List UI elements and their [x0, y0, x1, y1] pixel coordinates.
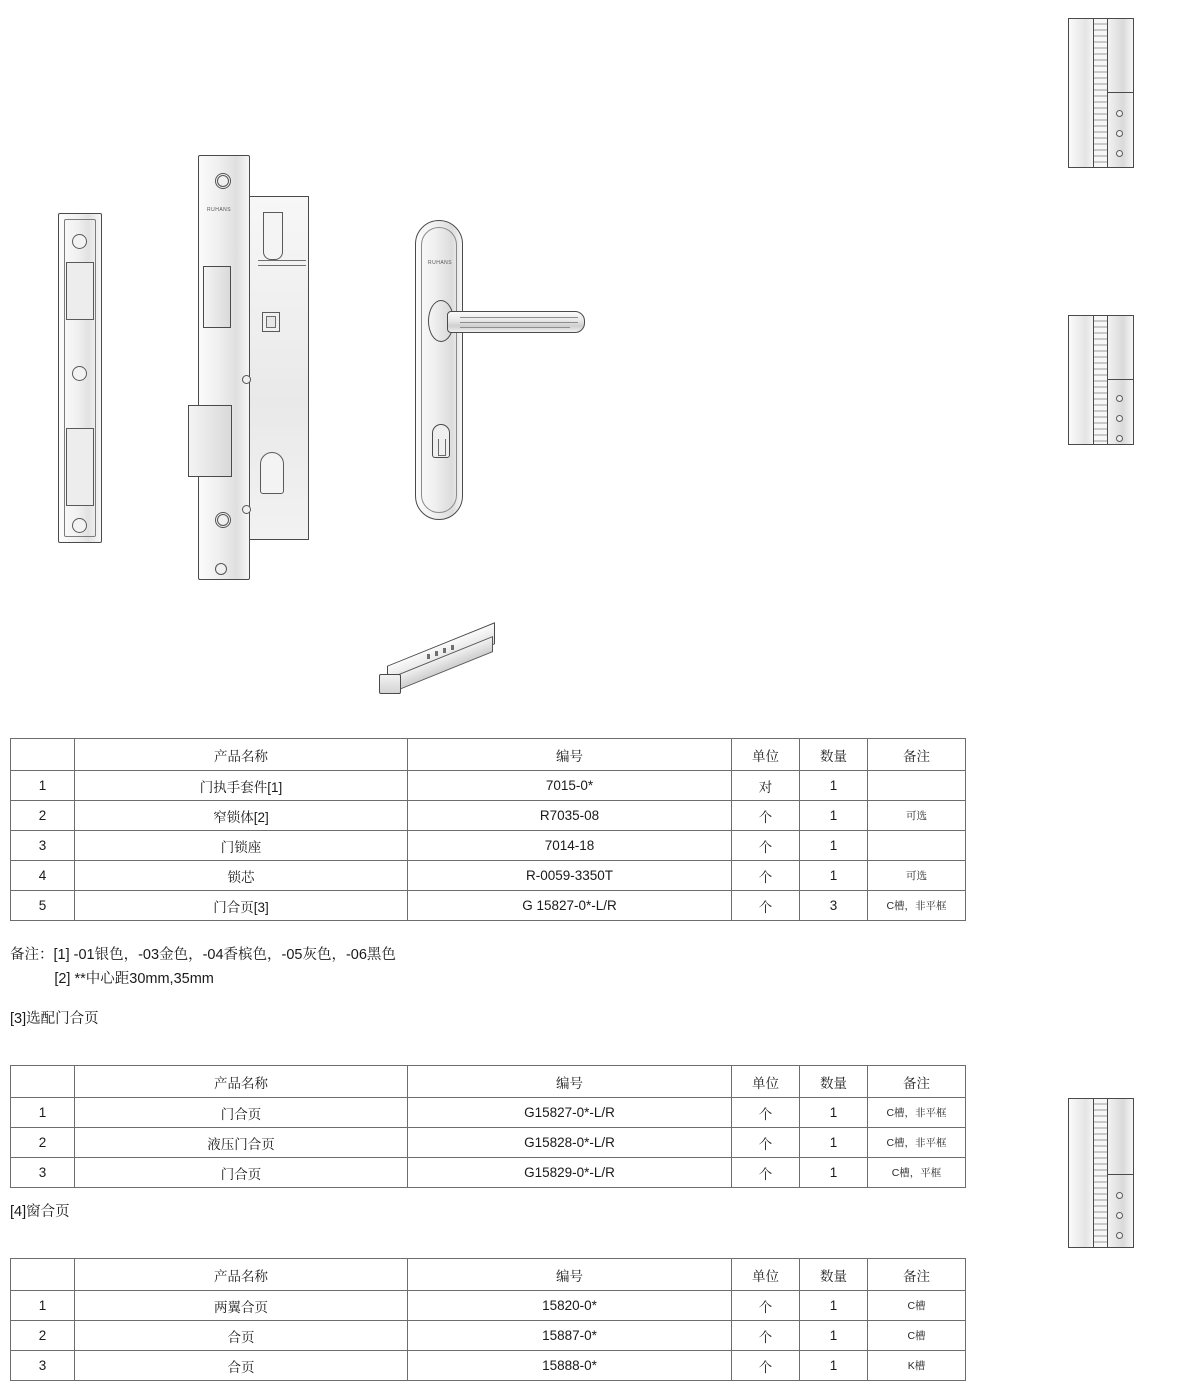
table-header-row	[11, 1259, 966, 1291]
table-row	[11, 1098, 966, 1128]
cell-unit: 对	[732, 771, 800, 801]
cell-product-name: 合页	[75, 1351, 408, 1381]
cell-product-name: 门合页[3]	[75, 891, 408, 921]
cell-index: 2	[11, 1321, 75, 1351]
table-header-row	[11, 1066, 966, 1098]
cell-qty: 1	[800, 1291, 868, 1321]
cell-code: 7015-0*	[408, 771, 732, 801]
main-spec-table-wrap	[10, 738, 966, 921]
table-row	[11, 891, 966, 921]
cell-note: 可选	[868, 861, 966, 891]
door-hinge-illustration-1	[1068, 18, 1134, 168]
header-product-name: 产品名称	[75, 1066, 408, 1098]
cell-note: C槽，非平框	[868, 891, 966, 921]
cell-qty: 1	[800, 771, 868, 801]
cell-index: 1	[11, 1291, 75, 1321]
cell-unit: 个	[732, 861, 800, 891]
cell-unit: 个	[732, 1098, 800, 1128]
header-code: 编号	[408, 739, 732, 771]
cell-code: G15829-0*-L/R	[408, 1158, 732, 1188]
cell-note: C槽，平框	[868, 1158, 966, 1188]
header-index	[11, 739, 75, 771]
cell-product-name: 两翼合页	[75, 1291, 408, 1321]
cell-unit: 个	[732, 1351, 800, 1381]
cell-code: 15888-0*	[408, 1351, 732, 1381]
cell-product-name: 合页	[75, 1321, 408, 1351]
cell-qty: 1	[800, 1351, 868, 1381]
cell-index: 3	[11, 831, 75, 861]
cell-product-name: 门锁座	[75, 831, 408, 861]
cell-qty: 3	[800, 891, 868, 921]
cell-note: C槽	[868, 1291, 966, 1321]
cell-qty: 1	[800, 1321, 868, 1351]
cell-code: R7035-08	[408, 801, 732, 831]
door-hinge-illustration-3	[1068, 1098, 1134, 1248]
window-hinge-table	[10, 1258, 966, 1381]
cell-index: 5	[11, 891, 75, 921]
remark-line-1: 备注：[1] -01银色，-03金色，-04香槟色，-05灰色，-06黑色	[10, 947, 396, 963]
cell-code: G15827-0*-L/R	[408, 1098, 732, 1128]
table-row	[11, 1351, 966, 1381]
cell-note	[868, 831, 966, 861]
table-row	[11, 1321, 966, 1351]
table-row	[11, 1158, 966, 1188]
cell-unit: 个	[732, 1321, 800, 1351]
cell-code: 15820-0*	[408, 1291, 732, 1321]
header-index	[11, 1066, 75, 1098]
cell-code: G15828-0*-L/R	[408, 1128, 732, 1158]
brand-mark: RUHANS	[207, 207, 232, 213]
cell-index: 4	[11, 861, 75, 891]
cell-index: 1	[11, 1098, 75, 1128]
table-row	[11, 801, 966, 831]
cell-unit: 个	[732, 891, 800, 921]
cell-code: 7014-18	[408, 831, 732, 861]
table-row	[11, 1128, 966, 1158]
header-note: 备注	[868, 1259, 966, 1291]
header-qty: 数量	[800, 739, 868, 771]
table-header-row	[11, 739, 966, 771]
section-label-window-hinge: [4]窗合页	[10, 1204, 70, 1220]
table-row	[11, 1291, 966, 1321]
cell-qty: 1	[800, 1158, 868, 1188]
cell-note: 可选	[868, 801, 966, 831]
header-product-name: 产品名称	[75, 739, 408, 771]
cell-index: 1	[11, 771, 75, 801]
header-unit: 单位	[732, 739, 800, 771]
cell-qty: 1	[800, 1098, 868, 1128]
cell-product-name: 门合页	[75, 1098, 408, 1128]
cell-product-name: 锁芯	[75, 861, 408, 891]
cell-product-name: 门执手套件[1]	[75, 771, 408, 801]
cell-note	[868, 771, 966, 801]
section-label-door-hinge: [3]选配门合页	[10, 1011, 99, 1027]
cell-note: K槽	[868, 1351, 966, 1381]
cell-unit: 个	[732, 1291, 800, 1321]
header-qty: 数量	[800, 1066, 868, 1098]
remark-line-2: [2] **中心距30mm,35mm	[10, 971, 214, 987]
cell-code: 15887-0*	[408, 1321, 732, 1351]
cell-index: 3	[11, 1158, 75, 1188]
cell-unit: 个	[732, 1128, 800, 1158]
header-note: 备注	[868, 1066, 966, 1098]
cell-qty: 1	[800, 801, 868, 831]
cell-index: 2	[11, 1128, 75, 1158]
cell-qty: 1	[800, 861, 868, 891]
table-row	[11, 861, 966, 891]
lock-cylinder-illustration	[375, 610, 510, 705]
header-code: 编号	[408, 1066, 732, 1098]
cell-product-name: 门合页	[75, 1158, 408, 1188]
door-hinge-illustration-2	[1068, 315, 1134, 445]
header-qty: 数量	[800, 1259, 868, 1291]
cell-note: C槽，非平框	[868, 1128, 966, 1158]
table-row	[11, 831, 966, 861]
cell-note: C槽，非平框	[868, 1098, 966, 1128]
door-hinge-table	[10, 1065, 966, 1188]
header-unit: 单位	[732, 1259, 800, 1291]
cell-qty: 1	[800, 1128, 868, 1158]
cell-product-name: 窄锁体[2]	[75, 801, 408, 831]
cell-unit: 个	[732, 831, 800, 861]
door-hinge-table-wrap	[10, 1065, 966, 1188]
handle-brand-mark: RUHANS	[428, 260, 453, 266]
window-hinge-table-wrap	[10, 1258, 966, 1381]
table-row	[11, 771, 966, 801]
cell-qty: 1	[800, 831, 868, 861]
header-product-name: 产品名称	[75, 1259, 408, 1291]
cell-unit: 个	[732, 801, 800, 831]
cell-unit: 个	[732, 1158, 800, 1188]
cell-note: C槽	[868, 1321, 966, 1351]
header-code: 编号	[408, 1259, 732, 1291]
cell-index: 3	[11, 1351, 75, 1381]
cell-code: R-0059-3350T	[408, 861, 732, 891]
header-unit: 单位	[732, 1066, 800, 1098]
main-spec-table	[10, 738, 966, 921]
cell-product-name: 液压门合页	[75, 1128, 408, 1158]
cell-code: G 15827-0*-L/R	[408, 891, 732, 921]
cell-index: 2	[11, 801, 75, 831]
header-index	[11, 1259, 75, 1291]
header-note: 备注	[868, 739, 966, 771]
